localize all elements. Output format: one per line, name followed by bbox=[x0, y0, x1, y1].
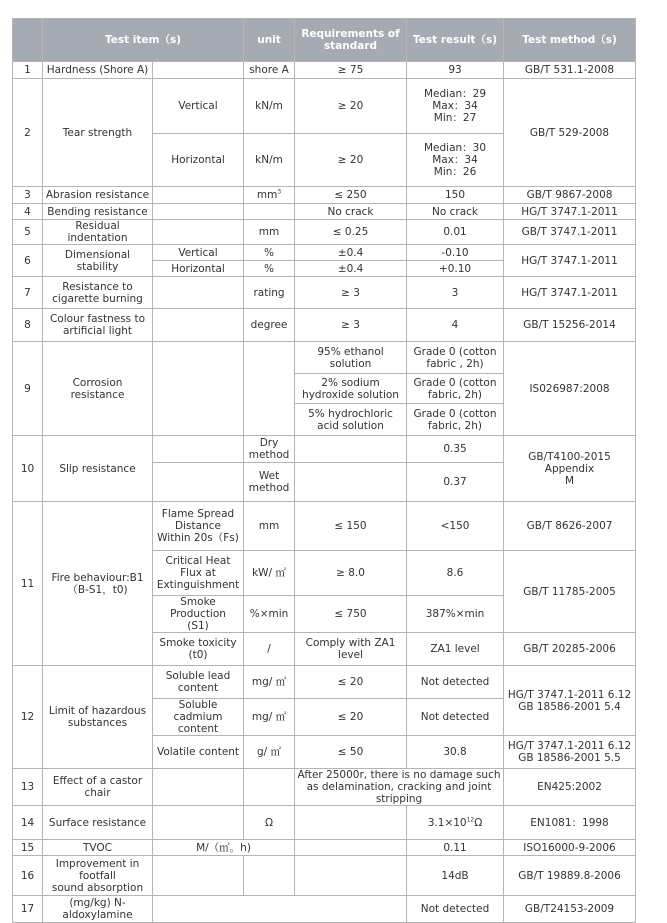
sub-item bbox=[153, 856, 244, 896]
method: GB/T 9867-2008 bbox=[504, 187, 636, 204]
result: 3 bbox=[407, 277, 504, 309]
requirement: ≥ 20 bbox=[295, 134, 407, 187]
test-item: Effect of a castor chair bbox=[43, 769, 153, 806]
requirement: ≥ 3 bbox=[295, 277, 407, 309]
unit bbox=[244, 187, 295, 204]
test-report-table-wrapper bbox=[12, 18, 636, 923]
result-unit: Ω bbox=[474, 816, 483, 829]
sub-item bbox=[153, 806, 244, 840]
result: <150 bbox=[407, 502, 504, 551]
method: GB/T 3747.1-2011 bbox=[504, 220, 636, 245]
table-row bbox=[13, 79, 636, 134]
unit: %×min bbox=[244, 596, 295, 633]
sub-item: Volatile content bbox=[153, 736, 244, 769]
row-number: 14 bbox=[13, 806, 43, 840]
result: Median：30 Max：34 Min：26 bbox=[407, 134, 504, 187]
unit: M/（㎡。h) bbox=[153, 840, 295, 856]
method: GB/T 19889.8-2006 bbox=[504, 856, 636, 896]
requirement: ±0.4 bbox=[295, 245, 407, 261]
row-number: 17 bbox=[13, 896, 43, 923]
sub-item bbox=[153, 277, 244, 309]
header-unit: unit bbox=[244, 19, 295, 62]
unit: / bbox=[244, 633, 295, 666]
table-row bbox=[13, 436, 636, 463]
requirement bbox=[295, 840, 407, 856]
result: Grade 0 (cotton fabric, 2h) bbox=[407, 404, 504, 436]
method: GB/T4100-2015 Appendix M bbox=[504, 436, 636, 502]
result: 4 bbox=[407, 309, 504, 342]
unit bbox=[244, 769, 295, 806]
result bbox=[407, 806, 504, 840]
requirement: ±0.4 bbox=[295, 261, 407, 277]
test-item: Dimensional stability bbox=[43, 245, 153, 277]
result: -0.10 bbox=[407, 245, 504, 261]
method: GB/T 8626-2007 bbox=[504, 502, 636, 551]
sub-item: Smoke toxicity (t0) bbox=[153, 633, 244, 666]
table-row bbox=[13, 62, 636, 79]
sub-item bbox=[153, 342, 244, 436]
test-item: Hardness (Shore A) bbox=[43, 62, 153, 79]
requirement: 2% sodium hydroxide solution bbox=[295, 374, 407, 404]
sub-item bbox=[153, 309, 244, 342]
unit-superscript: 3 bbox=[277, 188, 282, 196]
sub-item: Vertical bbox=[153, 245, 244, 261]
unit: mg/ ㎡ bbox=[244, 699, 295, 736]
result: 0.01 bbox=[407, 220, 504, 245]
requirement: ≤ 20 bbox=[295, 699, 407, 736]
method: EN1081：1998 bbox=[504, 806, 636, 840]
table-row bbox=[13, 856, 636, 896]
test-item: Fire behaviour:B1（B-S1，t0) bbox=[43, 502, 153, 666]
sub-item: Flame Spread Distance Within 20s（Fs) bbox=[153, 502, 244, 551]
table-row bbox=[13, 277, 636, 309]
requirement bbox=[295, 856, 407, 896]
unit: mg/ ㎡ bbox=[244, 666, 295, 699]
unit: kN/m bbox=[244, 79, 295, 134]
result: +0.10 bbox=[407, 261, 504, 277]
requirement: No crack bbox=[295, 204, 407, 220]
table-row bbox=[13, 220, 636, 245]
row-number: 11 bbox=[13, 502, 43, 666]
result: 0.37 bbox=[407, 463, 504, 502]
requirement: ≤ 750 bbox=[295, 596, 407, 633]
requirement bbox=[295, 463, 407, 502]
method: HG/T 3747.1-2011 bbox=[504, 277, 636, 309]
requirement: ≤ 250 bbox=[295, 187, 407, 204]
row-number: 13 bbox=[13, 769, 43, 806]
row-number: 8 bbox=[13, 309, 43, 342]
result-superscript: 12 bbox=[466, 816, 475, 823]
method: GB/T 11785-2005 bbox=[504, 551, 636, 633]
header-result: Test result（s) bbox=[407, 19, 504, 62]
method: HG/T 3747.1-2011 6.12 GB 18586-2001 5.4 bbox=[504, 666, 636, 736]
row-number: 16 bbox=[13, 856, 43, 896]
result: 14dB bbox=[407, 856, 504, 896]
unit: mm bbox=[244, 502, 295, 551]
method: HG/T 3747.1-2011 bbox=[504, 245, 636, 277]
method: ISO16000-9-2006 bbox=[504, 840, 636, 856]
requirement bbox=[295, 806, 407, 840]
result: No crack bbox=[407, 204, 504, 220]
sub-item: Vertical bbox=[153, 79, 244, 134]
unit: Wet method bbox=[244, 463, 295, 502]
unit: kN/m bbox=[244, 134, 295, 187]
test-item: Improvement in footfall sound absorption bbox=[43, 856, 153, 896]
method: EN425:2002 bbox=[504, 769, 636, 806]
unit: degree bbox=[244, 309, 295, 342]
result: Median：29 Max：34 Min：27 bbox=[407, 79, 504, 134]
row-number: 4 bbox=[13, 204, 43, 220]
method: HG/T 3747.1-2011 6.12 GB 18586-2001 5.5 bbox=[504, 736, 636, 769]
header-row bbox=[13, 19, 636, 62]
result: 8.6 bbox=[407, 551, 504, 596]
unit bbox=[244, 342, 295, 436]
sub-item bbox=[153, 896, 407, 923]
result: 387%×min bbox=[407, 596, 504, 633]
sub-item: Horizontal bbox=[153, 261, 244, 277]
test-item: Tear strength bbox=[43, 79, 153, 187]
unit: g/ ㎡ bbox=[244, 736, 295, 769]
result: 0.11 bbox=[407, 840, 504, 856]
requirement: ≥ 20 bbox=[295, 79, 407, 134]
sub-item bbox=[153, 220, 244, 245]
row-number: 6 bbox=[13, 245, 43, 277]
test-item: Abrasion resistance bbox=[43, 187, 153, 204]
row-number: 15 bbox=[13, 840, 43, 856]
test-item: Resistance to cigarette burning bbox=[43, 277, 153, 309]
result: Grade 0 (cotton fabric, 2h) bbox=[407, 374, 504, 404]
sub-item: Soluble cadmium content bbox=[153, 699, 244, 736]
test-item: Slip resistance bbox=[43, 436, 153, 502]
test-report-table bbox=[12, 18, 636, 923]
unit-text: mm bbox=[256, 189, 278, 201]
sub-item bbox=[153, 769, 244, 806]
table-row bbox=[13, 840, 636, 856]
row-number: 10 bbox=[13, 436, 43, 502]
table-row bbox=[13, 245, 636, 261]
sub-item bbox=[153, 187, 244, 204]
test-item: Colour fastness to artificial light bbox=[43, 309, 153, 342]
test-item: Corrosion resistance bbox=[43, 342, 153, 436]
requirement: 5% hydrochloric acid solution bbox=[295, 404, 407, 436]
row-number: 1 bbox=[13, 62, 43, 79]
unit: % bbox=[244, 261, 295, 277]
header-requirements: Requirements of standard bbox=[295, 19, 407, 62]
requirement bbox=[295, 436, 407, 463]
sub-item: Horizontal bbox=[153, 134, 244, 187]
unit bbox=[244, 856, 295, 896]
requirement: After 25000r, there is no damage such as delamination, cracking and joint stripping bbox=[295, 769, 504, 806]
header-test-item: Test item（s) bbox=[43, 19, 244, 62]
test-item: Bending resistance bbox=[43, 204, 153, 220]
unit: kW/ ㎡ bbox=[244, 551, 295, 596]
requirement: 95% ethanol solution bbox=[295, 342, 407, 374]
row-number: 2 bbox=[13, 79, 43, 187]
result: Not detected bbox=[407, 896, 504, 923]
row-number: 7 bbox=[13, 277, 43, 309]
header-no bbox=[13, 19, 43, 62]
sub-item bbox=[153, 463, 244, 502]
test-item: Residual indentation bbox=[43, 220, 153, 245]
test-item: Limit of hazardous substances bbox=[43, 666, 153, 769]
table-row bbox=[13, 502, 636, 551]
requirement: ≤ 20 bbox=[295, 666, 407, 699]
requirement: ≤ 0.25 bbox=[295, 220, 407, 245]
requirement: Comply with ZA1 level bbox=[295, 633, 407, 666]
sub-item: Smoke Production (S1) bbox=[153, 596, 244, 633]
unit bbox=[244, 204, 295, 220]
table-row bbox=[13, 769, 636, 806]
table-row bbox=[13, 309, 636, 342]
result: Not detected bbox=[407, 666, 504, 699]
sub-item: Soluble lead content bbox=[153, 666, 244, 699]
unit: Ω bbox=[244, 806, 295, 840]
row-number: 12 bbox=[13, 666, 43, 769]
method: IS026987:2008 bbox=[504, 342, 636, 436]
test-item: Surface resistance bbox=[43, 806, 153, 840]
result-text: 3.1×10 bbox=[427, 816, 467, 829]
method: GB/T24153-2009 bbox=[504, 896, 636, 923]
test-item: TVOC bbox=[43, 840, 153, 856]
table-row bbox=[13, 187, 636, 204]
table-row bbox=[13, 204, 636, 220]
method: GB/T 529-2008 bbox=[504, 79, 636, 187]
table-row bbox=[13, 666, 636, 699]
result: ZA1 level bbox=[407, 633, 504, 666]
method: GB/T 531.1-2008 bbox=[504, 62, 636, 79]
requirement: ≥ 8.0 bbox=[295, 551, 407, 596]
table-row bbox=[13, 342, 636, 374]
unit: rating bbox=[244, 277, 295, 309]
unit: mm bbox=[244, 220, 295, 245]
method: GB/T 20285-2006 bbox=[504, 633, 636, 666]
table-row bbox=[13, 806, 636, 840]
sub-item: Critical Heat Flux at Extinguishment bbox=[153, 551, 244, 596]
requirement: ≥ 3 bbox=[295, 309, 407, 342]
result: Not detected bbox=[407, 699, 504, 736]
row-number: 9 bbox=[13, 342, 43, 436]
result: 93 bbox=[407, 62, 504, 79]
header-method: Test method（s) bbox=[504, 19, 636, 62]
result: Grade 0 (cotton fabric , 2h) bbox=[407, 342, 504, 374]
sub-item bbox=[153, 204, 244, 220]
result: 150 bbox=[407, 187, 504, 204]
sub-item bbox=[153, 62, 244, 79]
unit: Dry method bbox=[244, 436, 295, 463]
unit: % bbox=[244, 245, 295, 261]
unit: shore A bbox=[244, 62, 295, 79]
requirement: ≥ 75 bbox=[295, 62, 407, 79]
requirement: ≤ 50 bbox=[295, 736, 407, 769]
table-row bbox=[13, 896, 636, 923]
result: 30.8 bbox=[407, 736, 504, 769]
requirement: ≤ 150 bbox=[295, 502, 407, 551]
sub-item bbox=[153, 436, 244, 463]
row-number: 3 bbox=[13, 187, 43, 204]
method: HG/T 3747.1-2011 bbox=[504, 204, 636, 220]
result: 0.35 bbox=[407, 436, 504, 463]
row-number: 5 bbox=[13, 220, 43, 245]
test-item: (mg/kg) N-aldoxylamine bbox=[43, 896, 153, 923]
method: GB/T 15256-2014 bbox=[504, 309, 636, 342]
